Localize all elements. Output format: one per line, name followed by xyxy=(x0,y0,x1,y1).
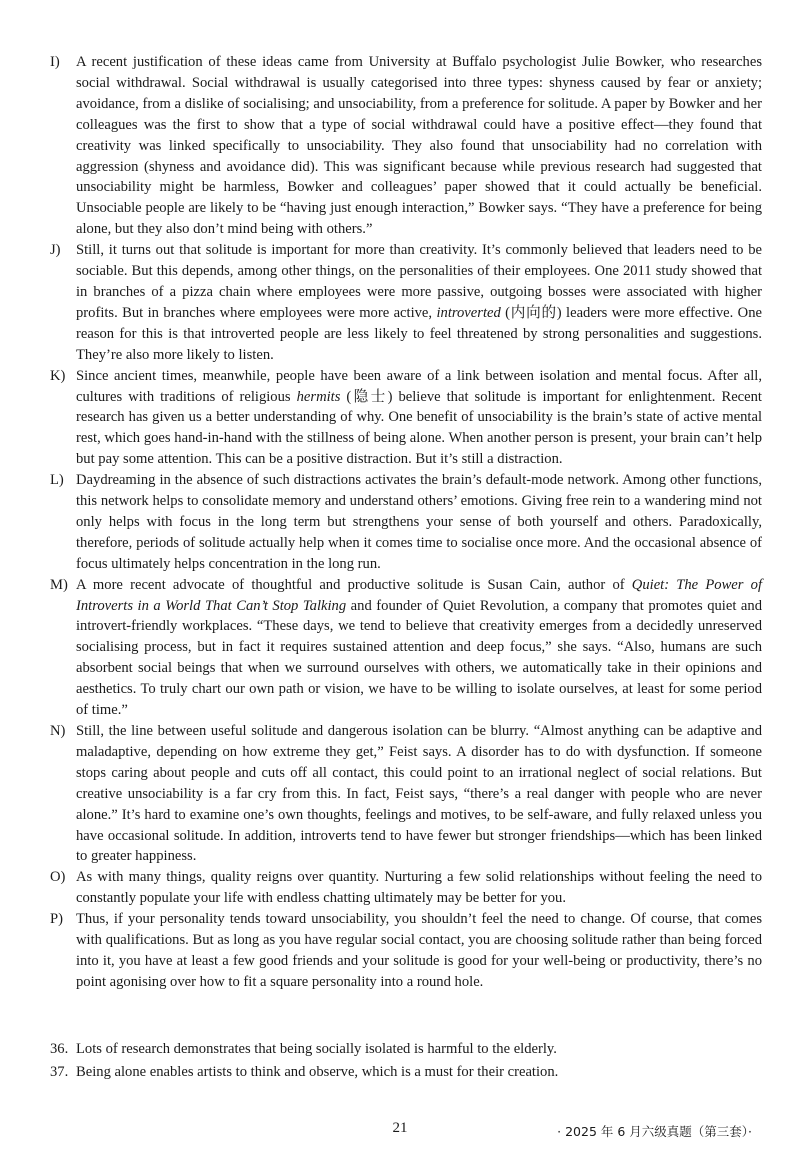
paragraph-body xyxy=(76,470,762,575)
text-segment: A recent justification of these ideas came from University at Buffalo psychologist Julie Bowker, who researches social withdrawal. Social withdrawal is usually categorised into three types: shyness caused by fear or anxiety; avoidance, from a dislike of socialising; and unsociability, from a preference for solitude. A paper by Bowker and her colleagues was the first to show that a type of social withdrawal could have a positive effect—they found that creativity was linked specifically to unsociability. They also found that unsociability had no correlation with aggression (shyness and avoidance did). This was significant because while previous research had suggested that unsociability might be harmless, Bowker and colleagues’ paper showed that it could actually be beneficial. Unsociable people are likely to be “having just enough interaction,” Bowker says. “They have a preference for being alone, but they also don’t mind being with others.” xyxy=(76,54,762,238)
passage-paragraph xyxy=(50,575,762,721)
reading-passage xyxy=(50,52,762,993)
text-segment: A more recent advocate of thoughtful and productive solitude is Susan Cain, author of xyxy=(76,576,632,593)
question-number: 36. xyxy=(50,1041,69,1057)
passage-paragraph xyxy=(50,52,762,240)
text-segment: Daydreaming in the absence of such distractions activates the brain’s default-mode network. Among other functions, this network helps to consolidate memory and understand others’ emotions. Giving free rein to a wandering mind not only helps with focus in the long term but strengthens your sense of both yourself and others. Paradoxically, therefore, periods of solitude actually help when it comes time to socialise once more. And the occasional absence of focus ultimately helps concentration in the long run. xyxy=(76,472,762,572)
exam-source-label: · 2025 年 6 月六级真题（第三套）· xyxy=(557,1124,752,1139)
question-item xyxy=(50,1061,762,1084)
passage-paragraph xyxy=(50,867,762,909)
paragraph-body xyxy=(76,721,762,867)
paragraph-label: P) xyxy=(50,911,63,928)
paragraph-label: K) xyxy=(50,367,66,384)
question-number: 37. xyxy=(50,1064,69,1080)
page-number: 21 xyxy=(392,1120,408,1136)
paragraph-label: O) xyxy=(50,869,66,886)
text-segment: Since ancient times, meanwhile, people have been aware of a link between isolation and mental focus. After all, cultures with traditions of religious xyxy=(76,367,762,405)
paragraph-label: L) xyxy=(50,472,64,489)
passage-paragraph xyxy=(50,909,762,993)
italic-term: hermits xyxy=(296,388,341,405)
text-segment: Still, the line between useful solitude and dangerous isolation can be blurry. “Almost anything can be adaptive and maladaptive, depending on how extreme they get,” Feist says. A disorder has to do with dysfunction. If someone stops caring about people and cuts off all contact, this could point to an irrational neglect of social relations. But creative unsociability is a far cry from this. In fact, Feist says, “there’s a real danger with people who are never alone.” It’s hard to examine one’s own thoughts, feelings and motives, to be self-aware, and fully relaxed unless you have occasional solitude. In addition, introverts tend to have fewer but stronger friendships—which has been linked to greater happiness. xyxy=(76,723,762,865)
paragraph-body xyxy=(76,867,762,909)
passage-paragraph xyxy=(50,240,762,365)
passage-paragraph xyxy=(50,721,762,867)
paragraph-label: I) xyxy=(50,54,60,70)
paragraph-body xyxy=(76,909,762,993)
paragraph-body xyxy=(76,575,762,721)
paragraph-label: N) xyxy=(50,723,66,739)
paragraph-body xyxy=(76,366,762,471)
question-item xyxy=(50,1038,762,1061)
text-segment: As with many things, quality reigns over quantity. Nurturing a few solid relationships without feeling the need to constantly populate your life with endless chatting ultimately may be better for you. xyxy=(76,869,762,907)
question-text: Lots of research demonstrates that being socially isolated is harmful to the elderly. xyxy=(76,1041,557,1057)
text-segment: Still, it turns out that solitude is important for more than creativity. It’s commonly believed that leaders need to be sociable. But this depends, among other things, on the personalities of their employees. One 2011 study showed that in branches of a pizza chain where employees were more passive, outgoing bosses were associated with higher profits. But in branches where employees were more active, xyxy=(76,242,762,321)
text-segment: (隐士) believe that solitude is important for enlightenment. Recent research has given us a better understanding of why. One benefit of unsociability is the brain’s state of active mental rest, which goes hand-in-hand with the stillness of being alone. When another person is present, your brain can’t help but pay some attention. This can be a positive distraction. But it’s still a distraction. xyxy=(76,388,762,468)
text-segment: (内向的) leaders were more effective. One reason for this is that introverted people are less likely to feel threatened by strong personalities and suggestions. They’re also more likely to listen. xyxy=(76,304,762,363)
italic-term: Quiet: The Power of Introverts in a World That Can’t Stop Talking xyxy=(76,576,762,614)
question-text: Being alone enables artists to think and observe, which is a must for their creation. xyxy=(76,1064,559,1080)
question-list xyxy=(50,1038,762,1084)
paragraph-label: M) xyxy=(50,576,68,593)
paragraph-body xyxy=(76,240,762,365)
passage-paragraph xyxy=(50,470,762,575)
text-segment: and founder of Quiet Revolution, a company that promotes quiet and introvert-friendly workplaces. “These days, we tend to believe that creativity emerges from a decidedly unreserved socialising process, but in fact it requires sustained attention and deep focus,” she says. “Also, humans are such absorbent social beings that when we surround ourselves with others, we automatically take in their opinions and aesthetics. To truly chart our own path or vision, we have to be willing to isolate ourselves, at least for some period of time.” xyxy=(76,597,762,719)
passage-paragraph xyxy=(50,366,762,471)
italic-term: introverted xyxy=(436,304,501,321)
paragraph-body xyxy=(76,52,762,240)
paragraph-label: J) xyxy=(50,242,61,259)
text-segment: Thus, if your personality tends toward unsociability, you shouldn’t feel the need to change. Of course, that comes with qualifications. But as long as you have regular social contact, you are choosing solitude rather than being forced into it, you have at least a few good friends and your solitude is good for your well-being or productivity, there’s no point agonising over how to fit a square personality into a round hole. xyxy=(76,911,762,990)
